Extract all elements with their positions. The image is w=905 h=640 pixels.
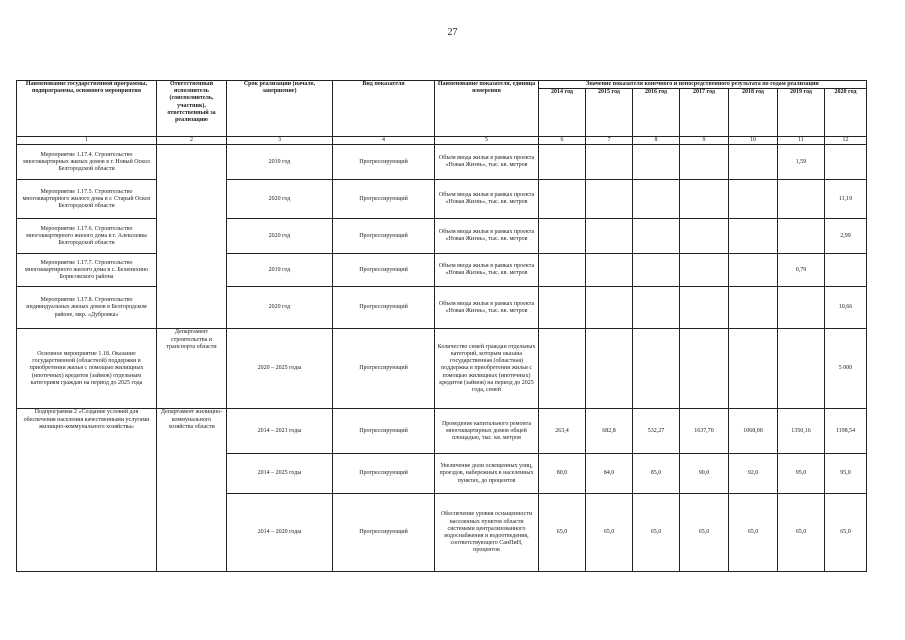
value-cell [729,254,778,287]
table-row [17,254,867,287]
kind-cell: Прогрессирующий [333,254,435,287]
header-year: 2020 год [825,89,867,137]
executor-cell [157,145,227,329]
value-cell: 263,4 [539,409,586,454]
column-number: 9 [680,137,729,145]
header-name: Наименование государственной программы, подпрограммы, основного мероприятия [17,81,157,137]
kind-cell: Прогрессирующий [333,494,435,572]
indicator-cell: Количество семей граждан отдельных категорий, которым оказана государственная (областная) поддержка в приобретении жилья с помощью жилищных (ипотечных) кредитов (займов) на период до 2025 года, семей [435,329,539,409]
kind-cell: Прогрессирующий [333,454,435,494]
period-cell: 2019 год [227,254,333,287]
column-number: 1 [17,137,157,145]
kind-cell: Прогрессирующий [333,180,435,219]
period-cell: 2014 – 2020 годы [227,494,333,572]
value-cell [633,145,680,180]
period-cell: 2019 год [227,145,333,180]
column-number: 5 [435,137,539,145]
value-cell [680,254,729,287]
value-cell [586,180,633,219]
indicator-table [16,80,867,572]
value-cell [586,145,633,180]
value-cell [586,287,633,329]
value-cell: 10,66 [825,287,867,329]
kind-cell: Прогрессирующий [333,409,435,454]
value-cell: 1068,00 [729,409,778,454]
period-cell: 2020 год [227,180,333,219]
indicator-cell: Объем ввода жилья в рамках проекта «Новая Жизнь», тыс. кв. метров [435,254,539,287]
value-cell: 92,0 [729,454,778,494]
measure-name: Мероприятие 1.17.5. Строительство многоквартирного жилого дома в г. Старый Оскол Белгородской области [17,180,157,219]
period-cell: 2014 – 2025 годы [227,454,333,494]
value-cell [729,219,778,254]
value-cell [633,254,680,287]
value-cell [680,180,729,219]
table-row [17,329,867,409]
value-cell: 1198,54 [825,409,867,454]
value-cell [680,145,729,180]
column-number-row [17,137,867,145]
indicator-cell: Объем ввода жилья в рамках проекта «Новая Жизнь», тыс. кв. метров [435,219,539,254]
value-cell: 1350,16 [778,409,825,454]
indicator-cell: Увеличение доли освещенных улиц, проездов, набережных в населенных пунктах, до процентов [435,454,539,494]
value-cell: 84,0 [586,454,633,494]
indicator-cell: Объем ввода жилья в рамках проекта «Новая Жизнь», тыс. кв. метров [435,287,539,329]
period-cell: 2014 – 2021 годы [227,409,333,454]
value-cell: 65,0 [825,494,867,572]
value-cell [680,287,729,329]
value-cell [778,329,825,409]
column-number: 3 [227,137,333,145]
value-cell: 85,0 [633,454,680,494]
value-cell: 65,0 [680,494,729,572]
value-cell: 80,0 [539,454,586,494]
value-cell [633,329,680,409]
kind-cell: Прогрессирующий [333,287,435,329]
value-cell [633,219,680,254]
column-number: 11 [778,137,825,145]
value-cell: 95,0 [825,454,867,494]
value-cell [680,329,729,409]
value-cell: 0,79 [778,254,825,287]
value-cell: 65,0 [586,494,633,572]
header-year: 2015 год [586,89,633,137]
column-number: 12 [825,137,867,145]
value-cell [729,329,778,409]
indicator-cell: Обеспечение уровня оснащенности населенных пунктов области системами централизованного водоснабжения и водоотведения, соответствующего СанПиН, процентов [435,494,539,572]
table-row [17,409,867,454]
value-cell [825,254,867,287]
period-cell: 2020 год [227,287,333,329]
value-cell [539,287,586,329]
value-cell [729,180,778,219]
column-number: 10 [729,137,778,145]
header-year: 2014 год [539,89,586,137]
header-indicator: Наименование показателя, единица измерения [435,81,539,137]
table-row [17,219,867,254]
value-cell [778,287,825,329]
value-cell: 65,0 [778,494,825,572]
header-year: 2017 год [680,89,729,137]
indicator-cell: Объем ввода жилья в рамках проекта «Новая Жизнь», тыс. кв. метров [435,145,539,180]
value-cell: 65,0 [539,494,586,572]
value-cell [539,145,586,180]
column-number: 6 [539,137,586,145]
value-cell: 90,0 [680,454,729,494]
header-year: 2019 год [778,89,825,137]
value-cell [680,219,729,254]
header-period: Срок реализации (начало, завершение) [227,81,333,137]
value-cell [586,219,633,254]
kind-cell: Прогрессирующий [333,329,435,409]
value-cell [729,145,778,180]
value-cell [539,219,586,254]
period-cell: 2020 – 2025 годы [227,329,333,409]
column-number: 7 [586,137,633,145]
indicator-cell: Проведение капитального ремонта многоквартирных домов общей площадью, тыс. кв. метров [435,409,539,454]
kind-cell: Прогрессирующий [333,145,435,180]
measure-name: Мероприятие 1.17.7. Строительство многоквартирного жилого дома в с. Беленихино Борисовского района [17,254,157,287]
column-number: 8 [633,137,680,145]
value-cell: 2,99 [825,219,867,254]
value-cell: 11,19 [825,180,867,219]
subprogram-name: Подпрограмма 2 «Создание условий для обеспечения населения качественными услугами жилищно-коммунального хозяйства» [17,409,157,572]
header-kind: Вид показателя [333,81,435,137]
executor-cell: Департамент жилищно-коммунального хозяйства области [157,409,227,572]
indicator-cell: Объем ввода жилья в рамках проекта «Новая Жизнь», тыс. кв. метров [435,180,539,219]
value-cell [539,329,586,409]
table-row [17,145,867,180]
value-cell [586,329,633,409]
value-cell [539,254,586,287]
value-cell: 1637,70 [680,409,729,454]
header-executor: Ответственный исполнитель (соисполнитель, участник), ответственный за реализацию [157,81,227,137]
value-cell [586,254,633,287]
measure-name: Мероприятие 1.17.4. Строительство многоквартирных жилых домов в г. Новый Оскол Белгородской области [17,145,157,180]
value-cell [778,219,825,254]
value-cell: 532,27 [633,409,680,454]
kind-cell: Прогрессирующий [333,219,435,254]
header-year: 2018 год [729,89,778,137]
column-number: 4 [333,137,435,145]
column-number: 2 [157,137,227,145]
value-cell: 682,8 [586,409,633,454]
measure-name: Основное мероприятие 1.18. Оказание государственной (областной) поддержки в приобретении жилья с помощью жилищных (ипотечных) кредитов (займов) отдельным категориям граждан на период до 2025 года [17,329,157,409]
measure-name: Мероприятие 1.17.6. Строительство многоквартирного жилого дома в г. Алексеевка Белгородской области [17,219,157,254]
header-year: 2016 год [633,89,680,137]
value-cell [539,180,586,219]
value-cell [633,287,680,329]
value-cell: 65,0 [729,494,778,572]
executor-cell: Департамент строительства и транспорта области [157,329,227,409]
table-row [17,287,867,329]
value-cell: 95,0 [778,454,825,494]
measure-name: Мероприятие 1.17.8. Строительство индивидуальных жилых домов в Белгородском районе, мкр. «Дубровка» [17,287,157,329]
value-cell [825,145,867,180]
value-cell: 1,59 [778,145,825,180]
value-cell [729,287,778,329]
header-values-group: Значение показателя конечного и непосредственного результата по годам реализации [539,81,867,89]
value-cell [778,180,825,219]
table-row [17,180,867,219]
period-cell: 2020 год [227,219,333,254]
value-cell: 5 000 [825,329,867,409]
value-cell: 65,0 [633,494,680,572]
value-cell [633,180,680,219]
page-number: 27 [447,27,458,38]
